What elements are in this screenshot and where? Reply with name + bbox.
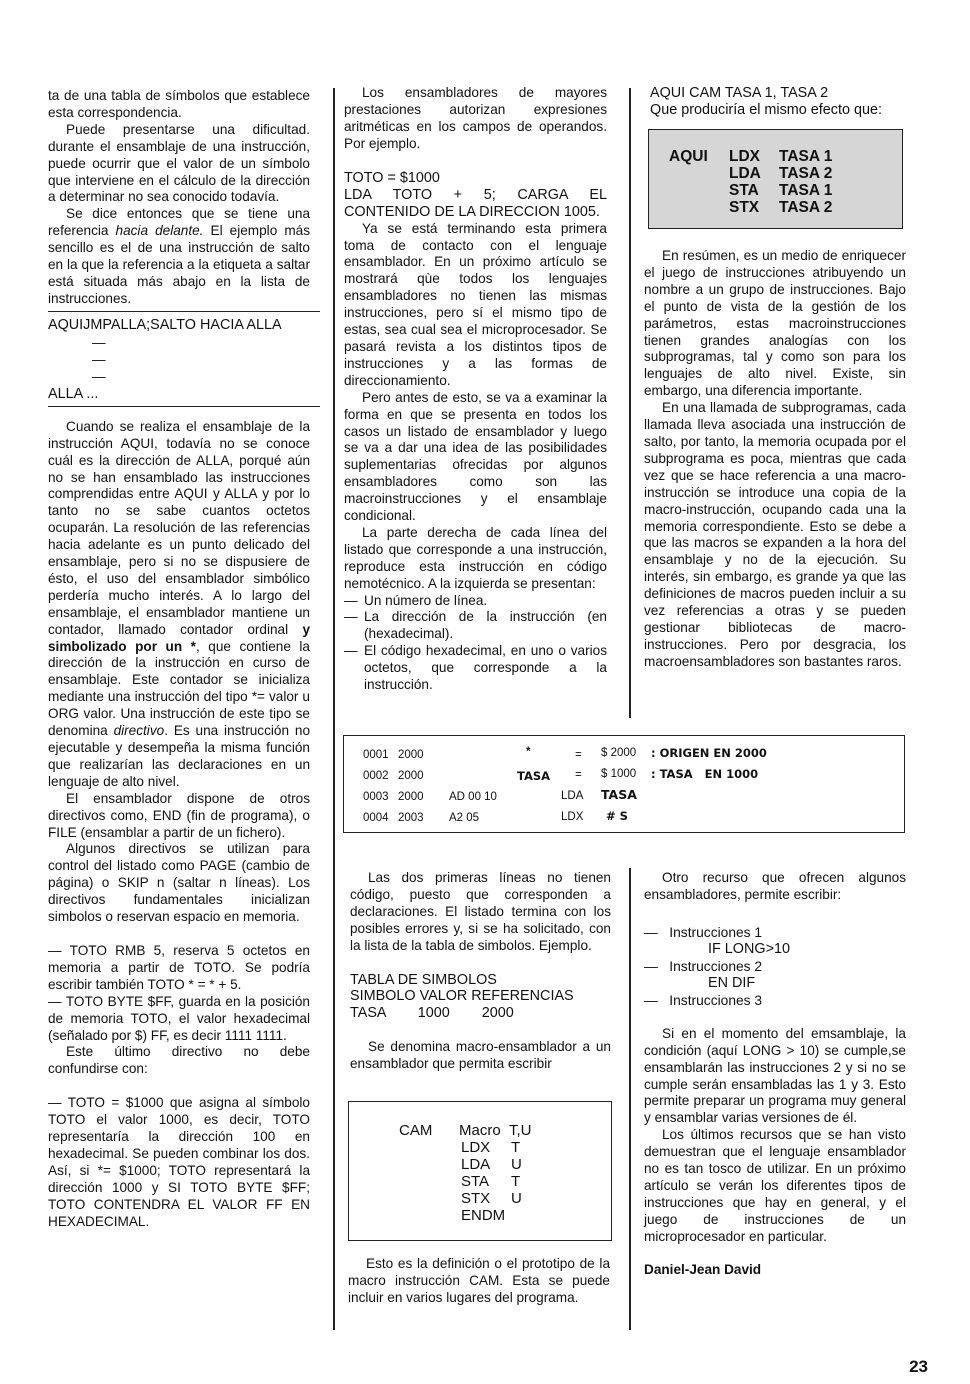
paragraph: ta de una tabla de símbolos que establece esta correspondencia. [48,88,310,120]
listing-op: = [575,749,582,761]
column-3 [644,85,906,119]
page-number: 23 [909,1357,928,1376]
paragraph: Los ensambladores de mayores prestaciones autorizan expresiones aritméticas en los campos de operandos. Por ejemplo. [344,85,607,151]
cond-line: — Instrucciones 2 [644,958,763,974]
listing-op: LDA [561,790,584,802]
expansion-row: TASA 1 [779,182,833,199]
expansion-row: STX [729,199,760,216]
listing-address: 2000 [398,791,424,803]
paragraph: Las dos primeras líneas no tienen código, puesto que corresponden a declaraciones. El listado termina con los posibles errores y, si se ha solicitado, con la lista de la tabla de simbolos. Ejemplo. [350,870,611,953]
macro-op: LDA [461,1156,491,1173]
macro-arg: U [511,1156,522,1173]
expansion-row: AQUI [669,148,708,165]
column-divider-3 [629,868,631,1330]
macro-call-caption: Que produciría el mismo efecto que: [650,101,882,118]
paragraph: En resúmen, es un medio de enriquecer el juego de instrucciones atribuyendo un nombre a un grupo de instrucciones. Bajo el punto de vista de la gestión de los parámetros, estas macroinstrucciones tienen grandes analogías con los subprogramas, tal y como son para los lenguajes de alto nivel. Existe, sin embargo, una diferencia importante. [644,248,906,399]
macro-definition-box [348,1101,612,1241]
expansion-row: TASA 1 [779,148,833,165]
listing-comment: : TASA EN 1000 [651,767,759,781]
listing-op: LDX [561,811,584,823]
column-divider-1 [333,88,335,1330]
list-item: — Un número de línea. [344,592,488,608]
paragraph: — TOTO BYTE $FF, guarda en la posición de memoria TOTO, el valor hexadecimal (señalado por $) FF, es decir 1111 1111. [48,993,310,1043]
listing-arg: $ 1000 [601,768,637,780]
paragraph: Este último directivo no debe confundirse con: [48,1044,310,1077]
paragraph: Otro recurso que ofrecen algunos ensambladores, permite escribir: [644,870,906,902]
expansion-row: STA [729,182,759,199]
expansion-row: TASA 2 [779,165,833,182]
macro-call: AQUI CAM TASA 1, TASA 2 [650,85,829,101]
listing-arg: TASA [601,787,637,802]
paragraph: Ya se está terminando esta primera toma de contacto con el lenguaje ensamblador. En un próximo artículo se mostrará qùe todos los lenguajes ensambladores no tienen las mismas instrucciones, pero sí el mismo tipo de estas, sea cual sea el microprocesador. Se pasará revista a los distintos tipos de instrucciones y a las formas de direccionamiento. [344,220,607,388]
code-ellipsis-dash: — [92,368,106,384]
column-4 [350,870,611,1073]
listing-hex-code: A2 05 [449,812,480,824]
listing-address: 2000 [398,770,424,782]
code-example: LDA TOTO + 5; CARGA EL CONTENIDO DE LA DIRECCION 1005. [344,186,607,220]
symbol-table-title: TABLA DE SIMBOLOS [350,971,497,988]
code-ellipsis-dash: — [92,351,106,367]
cond-line: IF LONG>10 [708,940,790,957]
listing-line-number: 0001 [363,749,389,761]
paragraph: Esto es la definición o el prototipo de la macro instrucción CAM. Esta se puede incluir en varios lugares del programa. [348,1256,610,1305]
cond-line: — Instrucciones 1 [644,924,763,940]
listing-hex-code: AD 00 10 [449,791,497,803]
cond-line: EN DIF [708,974,756,991]
paragraph: Puede presentarse una dificultad. durante el ensamblaje de una instrucción, puede ocurrir que el valor de un símbolo que interviene en el cálculo de la dirección a determinar no sea conocido todavía. [48,121,310,205]
listing-arg: # S [606,809,628,823]
list-item: — El código hexadecimal, en uno o varios octetos, que corresponde a la instrucción. [344,643,607,693]
cond-line: — Instrucciones 3 [644,992,763,1008]
listing-line-number: 0002 [363,770,389,782]
paragraph: La parte derecha de cada línea del listado que corresponde a una instrucción, reproduce esta instrucción en código nemotécnico. A la izquierda se presentan: [344,524,607,591]
listing-comment: : ORIGEN EN 2000 [651,746,767,760]
macro-label: CAM [399,1122,433,1139]
expansion-row: TASA 2 [779,199,833,216]
listing-line-number: 0004 [363,812,389,824]
listing-arg: $ 2000 [601,747,637,759]
paragraph: Se dice entonces que se tiene una referencia hacia delante. El ejemplo más sencillo es el de una instrucción de salto en la que la referencia a la etiqueta a saltar está situada más abajo en la lista de instrucciones. [48,206,310,306]
macro-op: STX [461,1190,491,1207]
expansion-box [648,129,903,229]
paragraph: Pero antes de esto, se va a examinar la forma en que se presenta en todos los casos un listado de ensamblador y luego se va a dar una idea de las posibilidades suplementarias ofrecidas por algunos ensambladores como son las macroinstrucciones y el ensamblaje condicional. [344,389,607,524]
paragraph: — TOTO = $1000 que asigna al símbolo TOTO el valor 1000, es decir, TOTO representaría la dirección 100 en hexadecimal. Se pueden combinar los dos. Así, si *= $1000; TOTO representará la dirección 1000 y SI TOTO BYTE $FF; TOTO CONTENDRA EL VALOR FF EN HEXADECIMAL. [48,1095,310,1229]
code-example: TOTO = $1000 [344,169,440,186]
expansion-row: LDX [729,148,760,165]
macro-arg: T [511,1139,521,1156]
symbol-table-header: SIMBOLO VALOR REFERENCIAS [350,988,574,1005]
paragraph: Cuando se realiza el ensamblaje de la instrucción AQUI, todavía no se conoce cuál es la dirección de ALLA, porqué aún no se han ensamblado las instrucciones comprendidas entre AQUI y ALLA y por lo tanto no se sabe cuantos octetos ocuparán. La resolución de las referencias hacia adelante es un punto delicado del ensamblaje, pero si no se dispusiere de ésto, el uso del ensamblador simbólico perdería mucho interés. A lo largo del ensamblaje, el ensamblador mantiene un contador, llamado contador ordinal y simbolizado por un *, que contiene la dirección de la instrucción en curso de ensamblaje. Este contador se inicializa mediante una instrucción del tipo *= valor u ORG valor. Una instrucción de este tipo se denomina directivo. Es una instrucción no ejecutable y desempeña la misma función que realizarían las declaraciones en un lenguaje de alto nivel. [48,418,310,789]
macro-arg: U [511,1190,522,1207]
listing-address: 2003 [398,812,424,824]
code-line-label: ALLA ... [48,385,99,402]
paragraph: Si en el momento del emsamblaje, la condición (aquí LONG > 10) se cumple,se ensamblarán las instrucciones 2 y si no se cumple serán ensambladas las 1 y 3. Esto permite preparar un programa muy general y ensamblar varias versiones de él. [644,1025,906,1126]
column-5 [644,870,906,1279]
paragraph: El ensamblador dispone de otros directivos como, END (fin de programa), o FILE (ensamblar a partir de un fichero). [48,790,310,840]
assembler-listing [343,735,905,833]
paragraph: Se denomina macro-ensamblador a un ensamblador que permita escribir [350,1039,611,1072]
author-signature: Daniel-Jean David [644,1261,762,1277]
macro-op: STA [461,1173,490,1190]
listing-line-number: 0003 [363,791,389,803]
listing-label: * [526,746,531,758]
column-divider-2 [629,88,631,718]
column-3-body [644,248,906,671]
listing-op: = [575,769,582,781]
expansion-row: LDA [729,165,761,182]
listing-address: 2000 [398,749,424,761]
rule-top [48,311,320,312]
paragraph: Los últimos recursos que se han visto demuestran que el lenguaje ensamblador no es tan tosco de utilizar. En un próximo artículo se verán los diferentes tipos de instrucciones que hay en general, y el juego de instrucciones de un microprocesador en particular. [644,1127,906,1244]
macro-op: LDX [461,1139,491,1156]
macro-op: ENDM [461,1207,506,1224]
macro-op: Macro [459,1122,501,1139]
list-item: — La dirección de la instrucción (en (hexadecimal). [344,609,607,642]
code-line-jump: AQUIJMPALLA;SALTO HACIA ALLA [48,316,282,333]
column-1 [48,88,310,1230]
symbol-table-row: TASA 1000 2000 [350,1005,514,1022]
code-ellipsis-dash: — [92,334,106,350]
paragraph: En una llamada de subprogramas, cada llamada lleva asociada una instrucción de salto, por tanto, la memoria ocupada por el subprograma es poca, mientras que cada vez que se hace referencia a una macro-instrucción se introduce una copia de la macro-instrucción, ocupando cada una la memoria correspondiente. Esto se debe a que las macros se expanden a la hora del ensamblaje y no de la ejecución. Su interés, sin embargo, es grande ya que las definiciones de macros pueden incluir a su vez referencias a otras y se pueden gestionar bibliotecas de macro-instrucciones. Pero por desgracia, los macroensambladores son bastantes raros. [644,400,906,669]
rule-bottom [48,406,320,407]
macro-arg: T,U [509,1122,532,1139]
paragraph: — TOTO RMB 5, reserva 5 octetos en memoria a partir de TOTO. Se podría escribir también TOTO * = * + 5. [48,942,310,992]
listing-label: TASA [517,769,551,783]
column-4-tail [348,1256,610,1307]
column-2 [344,85,607,694]
paragraph: Algunos directivos se utilizan para control del listado como PAGE (cambio de página) o SKIP n (saltar n líneas). Los directivos fundamentales inicializan simbolos o reservan espacio en memoria. [48,841,310,925]
macro-arg: T [511,1173,521,1190]
